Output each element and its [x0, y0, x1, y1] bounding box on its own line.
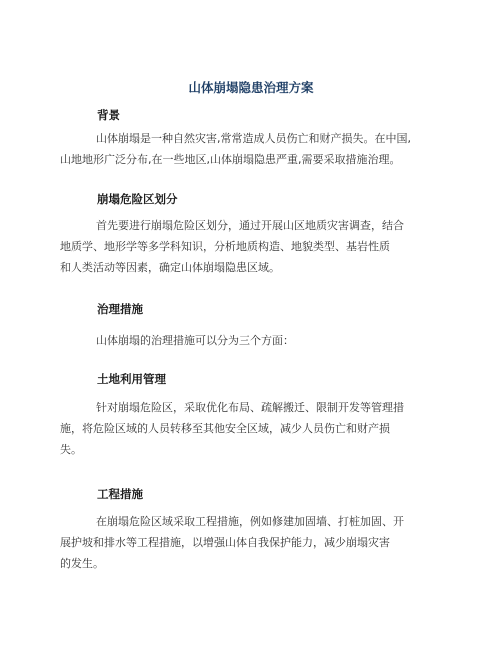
section-paragraph-engineering [60, 511, 450, 574]
section-heading-land-use: 土地利用管理 [97, 372, 166, 386]
paragraph-line: 首先要进行崩塌危险区划分，通过开展山区地质灾害调查，结合 [96, 219, 404, 232]
paragraph-line: 展护坡和排水等工程措施，以增强山体自我保护能力，减少崩塌灾害 [60, 536, 390, 549]
section-paragraph-measures [60, 330, 450, 351]
section-paragraph-background [60, 128, 450, 170]
section-heading-background: 背景 [97, 108, 120, 122]
paragraph-line: 地质学、地形学等多学科知识，分析地质构造、地貌类型、基岩性质 [60, 240, 390, 253]
paragraph-line: 施，将危险区域的人员转移至其他安全区域，减少人员伤亡和财产损 [60, 422, 390, 435]
paragraph-line: 在崩塌危险区域采取工程措施，例如修建加固墙、打桩加固、开 [96, 515, 404, 528]
section-heading-measures: 治理措施 [97, 302, 143, 316]
section-heading-engineering: 工程措施 [97, 487, 143, 501]
paragraph-line: 针对崩塌危险区，采取优化布局、疏解搬迁、限制开发等管理措 [96, 401, 404, 414]
section-heading-zoning: 崩塌危险区划分 [97, 192, 178, 206]
paragraph-line: 失。 [60, 443, 82, 456]
document-title: 山体崩塌隐患治理方案 [188, 80, 314, 95]
paragraph-line: 的发生。 [60, 557, 104, 570]
section-paragraph-zoning [60, 215, 450, 278]
paragraph-line: 山体崩塌的治理措施可以分为三个方面： [96, 334, 294, 347]
section-paragraph-land-use [60, 397, 450, 460]
paragraph-line: 山地地形广泛分布,在一些地区,山体崩塌隐患严重,需要采取措施治理。 [60, 153, 401, 166]
paragraph-line: 和人类活动等因素，确定山体崩塌隐患区域。 [60, 261, 280, 274]
paragraph-line: 山体崩塌是一种自然灾害,常常造成人员伤亡和财产损失。在中国, [96, 132, 411, 145]
